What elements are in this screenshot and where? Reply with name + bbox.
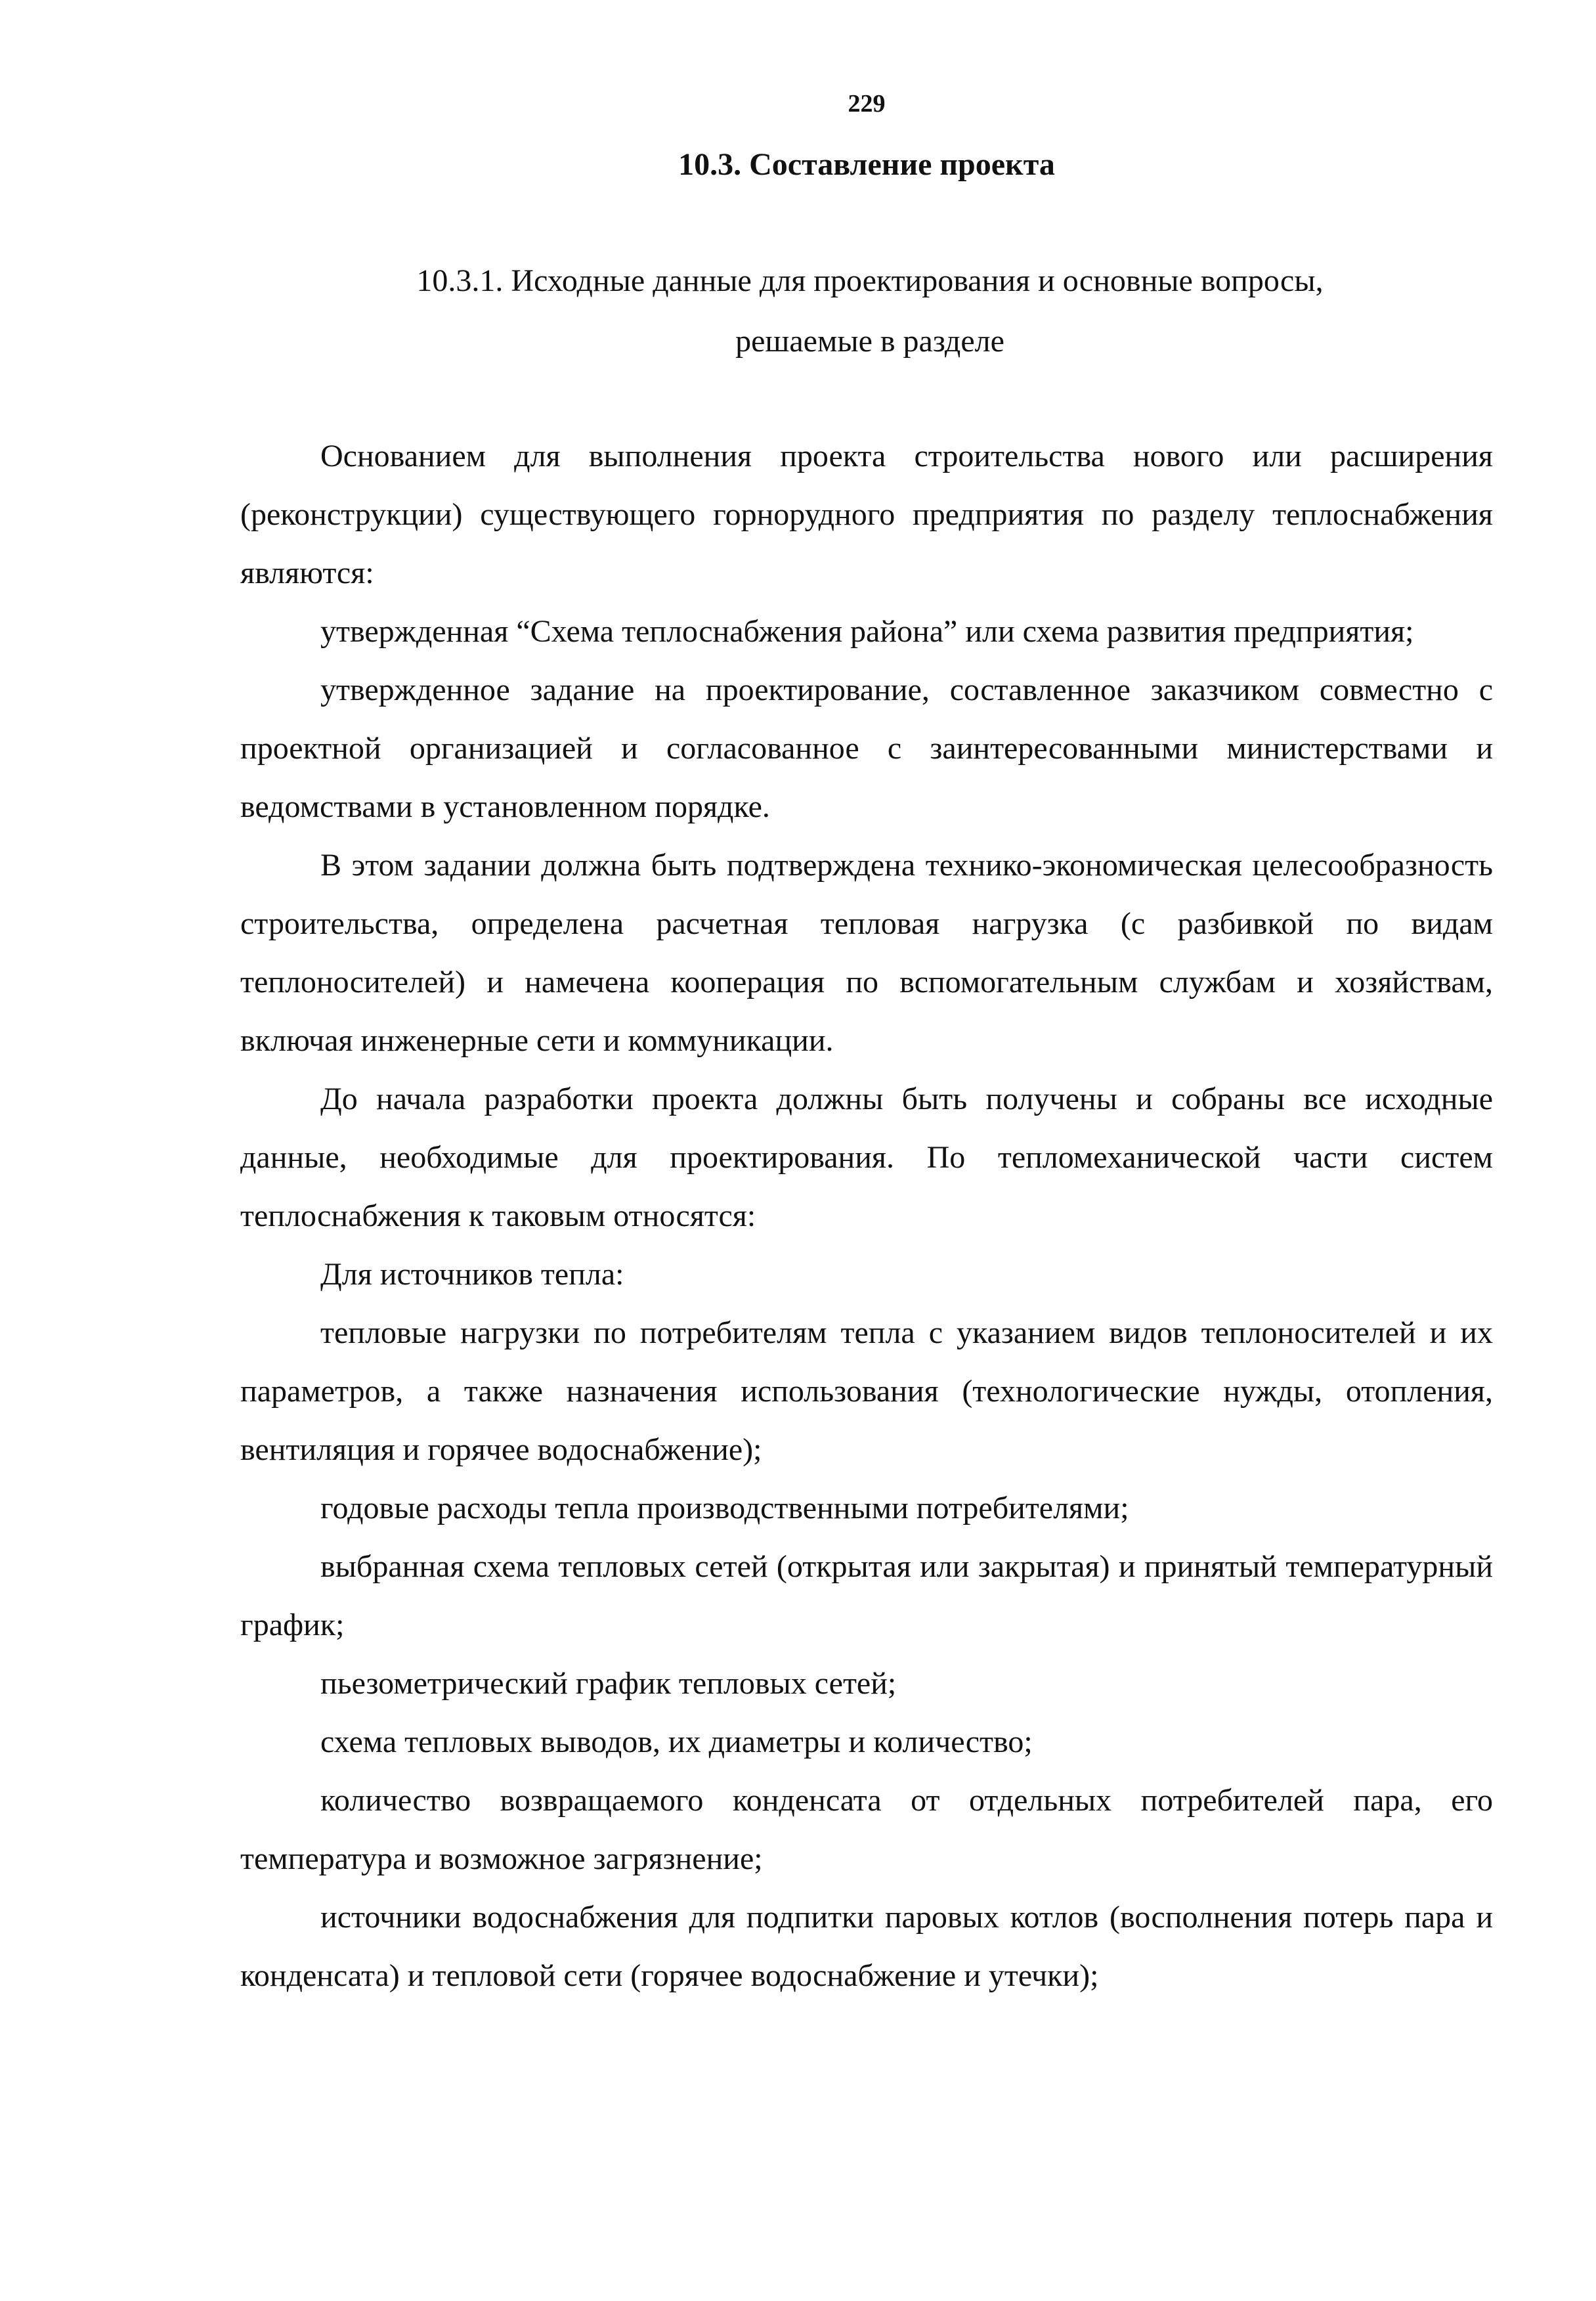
paragraph-task-content: В этом задании должна быть подтверждена технико-экономическая целесообразность строительства, определена расчетная тепловая нагрузка (с разбивкой по видам теплоносителей) и намечена кооперация по вспомогательным службам и хозяйствам, включая инженерные сети и коммуникации. bbox=[240, 848, 1493, 1058]
body-text bbox=[240, 427, 1493, 2005]
paragraph-initial-data: До начала разработки проекта должны быть получены и собраны все исходные данные, необходимые для проектирования. По тепломеханической части систем теплоснабжения к таковым относятся: bbox=[240, 1082, 1493, 1233]
list-item-heat-outlets: схема тепловых выводов, их диаметры и количество; bbox=[320, 1724, 1033, 1759]
list-item-network-scheme: выбранная схема тепловых сетей (открытая или закрытая) и принятый температурный график; bbox=[240, 1549, 1493, 1642]
paragraph-approved-scheme: утвержденная “Схема теплоснабжения района” или схема развития предприятия; bbox=[320, 614, 1414, 649]
paragraph-heat-sources: Для источников тепла: bbox=[320, 1257, 624, 1292]
paragraph-basis: Основанием для выполнения проекта строительства нового или расширения (реконструкции) существующего горнорудного предприятия по разделу теплоснабжения являются: bbox=[240, 439, 1493, 590]
list-item-piezometric-graph: пьезометрический график тепловых сетей; bbox=[320, 1666, 897, 1701]
list-item-condensate: количество возвращаемого конденсата от отдельных потребителей пара, его температура и возможное загрязнение; bbox=[240, 1783, 1493, 1876]
subsection-title-line-1: 10.3.1. Исходные данные для проектирования и основные вопросы, bbox=[416, 263, 1324, 298]
page-number: 229 bbox=[848, 90, 886, 118]
list-item-water-sources: источники водоснабжения для подпитки паровых котлов (восполнения потерь пара и конденсата) и тепловой сети (горячее водоснабжение и утечки); bbox=[240, 1900, 1493, 1993]
subsection-title bbox=[289, 251, 1451, 372]
subsection-title-line-2: решаемые в разделе bbox=[735, 324, 1004, 359]
section-title: 10.3. Составление проекта bbox=[678, 147, 1055, 182]
paragraph-approved-task: утвержденное задание на проектирование, составленное заказчиком совместно с проектной организацией и согласованное с заинтересованными министерствами и ведомствами в установленном порядке. bbox=[240, 672, 1493, 824]
list-item-heat-loads: тепловые нагрузки по потребителям тепла с указанием видов теплоносителей и их параметров, а также назначения использования (технологические нужды, отопления, вентиляция и горячее водоснабжение); bbox=[240, 1315, 1493, 1467]
list-item-annual-consumption: годовые расходы тепла производственными потребителями; bbox=[320, 1491, 1129, 1525]
